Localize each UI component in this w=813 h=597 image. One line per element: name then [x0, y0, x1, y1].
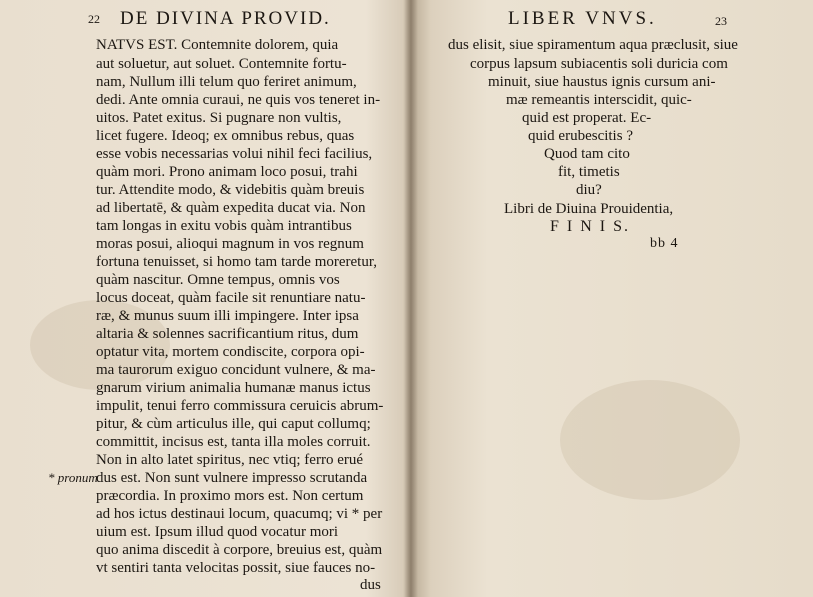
text-line: ad libertatē, & quàm expedita ducat via. Non — [96, 200, 366, 216]
text-line: dedi. Ante omnia curaui, ne quis vos teneret in- — [96, 92, 381, 108]
text-line: corpus lapsum subiacentis soli duricia com — [470, 56, 728, 72]
text-line: dus est. Non sunt vulnere impresso scrutanda — [96, 470, 368, 486]
page-number: 22 — [88, 12, 100, 26]
text-line: quàm mori. Prono animam loco posui, trahi — [96, 164, 358, 180]
text-line: nam, Nullum illi telum quo feriret animum, — [96, 74, 357, 90]
running-head: DE DIVINA PROVID. — [120, 8, 331, 29]
marginal-note: * pronum — [48, 470, 98, 485]
text-line: committit, incisus est, tanta illa moles corruit. — [96, 434, 371, 450]
text-line: esse vobis necessarias volui nihil feci facilius, — [96, 146, 373, 162]
text-line: uitos. Patet exitus. Si pugnare non vultis, — [96, 110, 342, 126]
signature-mark: bb 4 — [650, 236, 679, 251]
text-line: altaria & solennes sacrificantium ritus, dum — [96, 326, 359, 342]
running-head: LIBER VNVS. — [508, 8, 657, 29]
text-line: locus doceat, quàm facile sit renuntiare natu- — [96, 290, 366, 306]
text-line: dus elisit, siue spiramentum aqua præclusit, siue — [448, 37, 738, 53]
page-number: 23 — [715, 14, 727, 28]
text-line: tur. Attendite modo, & videbitis quàm breuis — [96, 182, 365, 198]
text-line: quid erubescitis ? — [528, 128, 633, 144]
right-page — [412, 0, 813, 597]
colophon-title: Libri de Diuina Prouidentia, — [504, 201, 674, 217]
text-line: optatur vita, mortem condiscite, corpora opi- — [96, 344, 365, 360]
text-line: quo anima discedit à corpore, breuius est, quàm — [96, 542, 383, 558]
text-line: quid est properat. Ec- — [522, 110, 652, 126]
text-line: minuit, siue haustus ignis cursum ani- — [488, 74, 716, 90]
text-line: vt sentiri tanta velocitas possit, siue fauces no- — [96, 560, 376, 576]
text-line: ma taurorum exiguo concidunt vulnere, & ma- — [96, 362, 376, 378]
text-line: mæ remeantis interscidit, quic- — [506, 92, 692, 108]
text-line: diu? — [576, 182, 602, 198]
text-line: moras posui, alioqui magnum in vos regnum — [96, 236, 364, 252]
text-line: impulit, tenui ferro commissura ceruicis abrum- — [96, 398, 384, 414]
text-line: tam longas in exitu vobis quàm intrantibus — [96, 218, 352, 234]
text-line: Quod tam cito — [544, 146, 630, 162]
text-line: licet fugere. Ideoq; ex omnibus rebus, quas — [96, 128, 355, 144]
text-line: quàm nascitur. Omne tempus, omnis vos — [96, 272, 340, 288]
text-line: pitur, & cùm articulus ille, qui caput collumq; — [96, 416, 371, 432]
colophon-finis: F I N I S. — [550, 218, 631, 235]
text-line: aut soluetur, aut soluet. Contemnite fortu- — [96, 56, 347, 72]
text-line: fit, timetis — [558, 164, 620, 180]
text-line: ad hos ictus destinaui locum, quacumq; vi * per — [96, 506, 383, 522]
text-line: ræ, & munus suum illi impingere. Inter ipsa — [96, 308, 359, 324]
text-line: præcordia. In proximo mors est. Non certum — [96, 488, 364, 504]
catchword: dus — [360, 577, 381, 593]
text-line: Non in alto latet spiritus, nec vtiq; ferro erué — [96, 452, 364, 468]
text-line: fortuna tenuisset, si homo tam tarde moreretur, — [96, 254, 377, 270]
text-line: NATVS EST. Contemnite dolorem, quia — [96, 37, 339, 53]
text-line: uium est. Ipsum illud quod vocatur mori — [96, 524, 339, 540]
text-line: gnarum virium animalia humanæ manus ictus — [96, 380, 371, 396]
